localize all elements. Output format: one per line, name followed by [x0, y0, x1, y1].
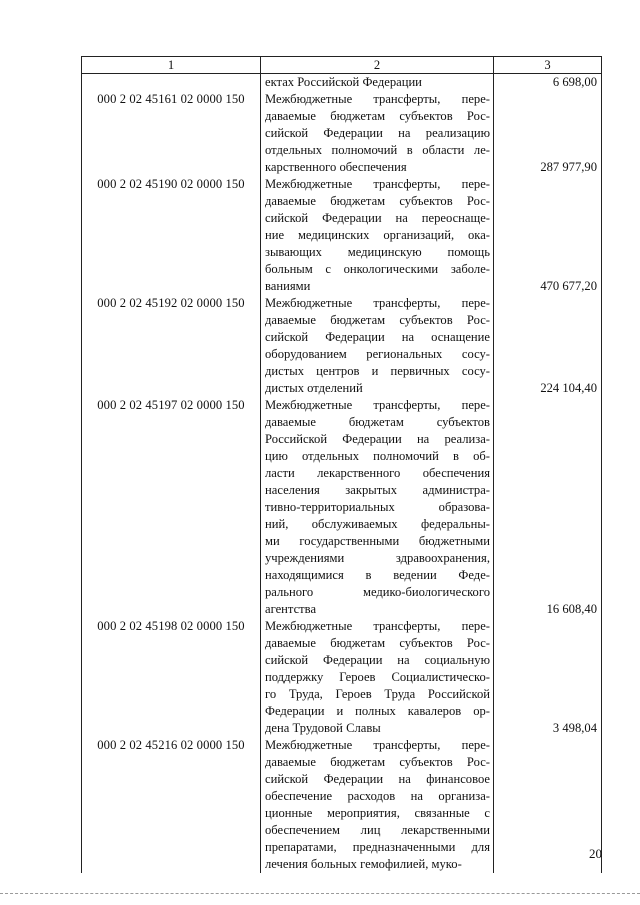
description-line: даваемые бюджетам субъектов Рос-	[265, 636, 490, 650]
description-line: Российской Федерации на реализа-	[265, 432, 490, 446]
description-line: ектах Российской Федерации	[265, 75, 422, 89]
classification-code: 000 2 02 45192 02 0000 150	[82, 295, 261, 397]
description-line: обеспечение расходов на организа-	[265, 789, 490, 803]
description-line: Межбюджетные трансферты, пере-	[265, 92, 490, 106]
description-line: сийской Федерации на оснащение	[265, 330, 490, 344]
description-line: населения закрытых администра-	[265, 483, 490, 497]
classification-code: 000 2 02 45190 02 0000 150	[82, 176, 261, 295]
column-header-3: 3	[494, 57, 602, 74]
description-line: оборудованием региональных сосу-	[265, 347, 490, 361]
description-line: рального медико-биологического	[265, 585, 490, 599]
description-line: ваниями	[265, 279, 311, 293]
description-line: ний, обслуживаемых федеральны-	[265, 517, 490, 531]
description-line: даваемые бюджетам субъектов Рос-	[265, 194, 490, 208]
description-line: дистых отделений	[265, 381, 363, 395]
description-line: находящимися в ведении Феде-	[265, 568, 490, 582]
description-line: сийской Федерации на переоснаще-	[265, 211, 490, 225]
description-line: больным с онкологическими заболе-	[265, 262, 490, 276]
description-line: карственного обеспечения	[265, 160, 407, 174]
classification-code: 000 2 02 45216 02 0000 150	[82, 737, 261, 873]
description-line: даваемые бюджетам субъектов Рос-	[265, 313, 490, 327]
revenue-description	[261, 618, 494, 737]
revenue-description	[261, 91, 494, 176]
table-row	[82, 91, 602, 176]
description-line: Федерации и полных кавалеров ор-	[265, 704, 490, 718]
table-row	[82, 397, 602, 618]
classification-code: 000 2 02 45197 02 0000 150	[82, 397, 261, 618]
description-line: зывающих медицинскую помощь	[265, 245, 490, 259]
column-header-1: 1	[82, 57, 261, 74]
revenue-description	[261, 397, 494, 618]
description-line: лечения больных гемофилией, муко-	[265, 857, 462, 871]
classification-code	[82, 74, 261, 92]
revenue-description	[261, 295, 494, 397]
description-line: сийской Федерации на финансовое	[265, 772, 490, 786]
description-line: сийской Федерации на социальную	[265, 653, 490, 667]
amount-value: 224 104,40	[494, 295, 602, 397]
description-line: дистых центров и первичных сосу-	[265, 364, 490, 378]
classification-code: 000 2 02 45161 02 0000 150	[82, 91, 261, 176]
description-line: агентства	[265, 602, 317, 616]
table-header-row	[82, 57, 602, 74]
table-row	[82, 176, 602, 295]
column-header-2: 2	[261, 57, 494, 74]
page-number: 20	[589, 846, 602, 861]
description-line: го Труда, Героев Труда Российской	[265, 687, 490, 701]
description-line: Межбюджетные трансферты, пере-	[265, 177, 490, 191]
table-row	[82, 74, 602, 92]
table-row	[82, 618, 602, 737]
revenue-description	[261, 74, 494, 92]
page-bottom-rule	[0, 893, 640, 894]
amount-value: 3 498,04	[494, 618, 602, 737]
amount-value: 287 977,90	[494, 91, 602, 176]
description-line: обеспечением лиц лекарственными	[265, 823, 490, 837]
description-line: даваемые бюджетам субъектов	[265, 415, 490, 429]
description-line: сийской Федерации на реализацию	[265, 126, 490, 140]
description-line: ласти лекарственного обеспечения	[265, 466, 490, 480]
description-line: Межбюджетные трансферты, пере-	[265, 738, 490, 752]
description-line: ние медицинских организаций, ока-	[265, 228, 490, 242]
amount-value: 470 677,20	[494, 176, 602, 295]
description-line: Межбюджетные трансферты, пере-	[265, 296, 490, 310]
description-line: Межбюджетные трансферты, пере-	[265, 619, 490, 633]
description-line: даваемые бюджетам субъектов Рос-	[265, 109, 490, 123]
description-line: тивно-территориальных образова-	[265, 500, 490, 514]
description-line: поддержку Героев Социалистическо-	[265, 670, 490, 684]
description-line: даваемые бюджетам субъектов Рос-	[265, 755, 490, 769]
description-line: учреждениями здравоохранения,	[265, 551, 490, 565]
table-body	[82, 74, 602, 874]
description-line: цию отдельных полномочий в об-	[265, 449, 490, 463]
description-line: Межбюджетные трансферты, пере-	[265, 398, 490, 412]
description-line: препаратами, предназначенными для	[265, 840, 490, 854]
revenue-description	[261, 176, 494, 295]
amount-value: 6 698,00	[494, 74, 602, 92]
description-line: ционные мероприятия, связанные с	[265, 806, 490, 820]
budget-table	[81, 56, 602, 873]
table-row	[82, 737, 602, 873]
classification-code: 000 2 02 45198 02 0000 150	[82, 618, 261, 737]
description-line: отдельных полномочий в области ле-	[265, 143, 490, 157]
amount-value: 16 608,40	[494, 397, 602, 618]
revenue-description	[261, 737, 494, 873]
amount-value	[494, 737, 602, 873]
description-line: дена Трудовой Славы	[265, 721, 381, 735]
table-row	[82, 295, 602, 397]
description-line: ми государственными бюджетными	[265, 534, 490, 548]
